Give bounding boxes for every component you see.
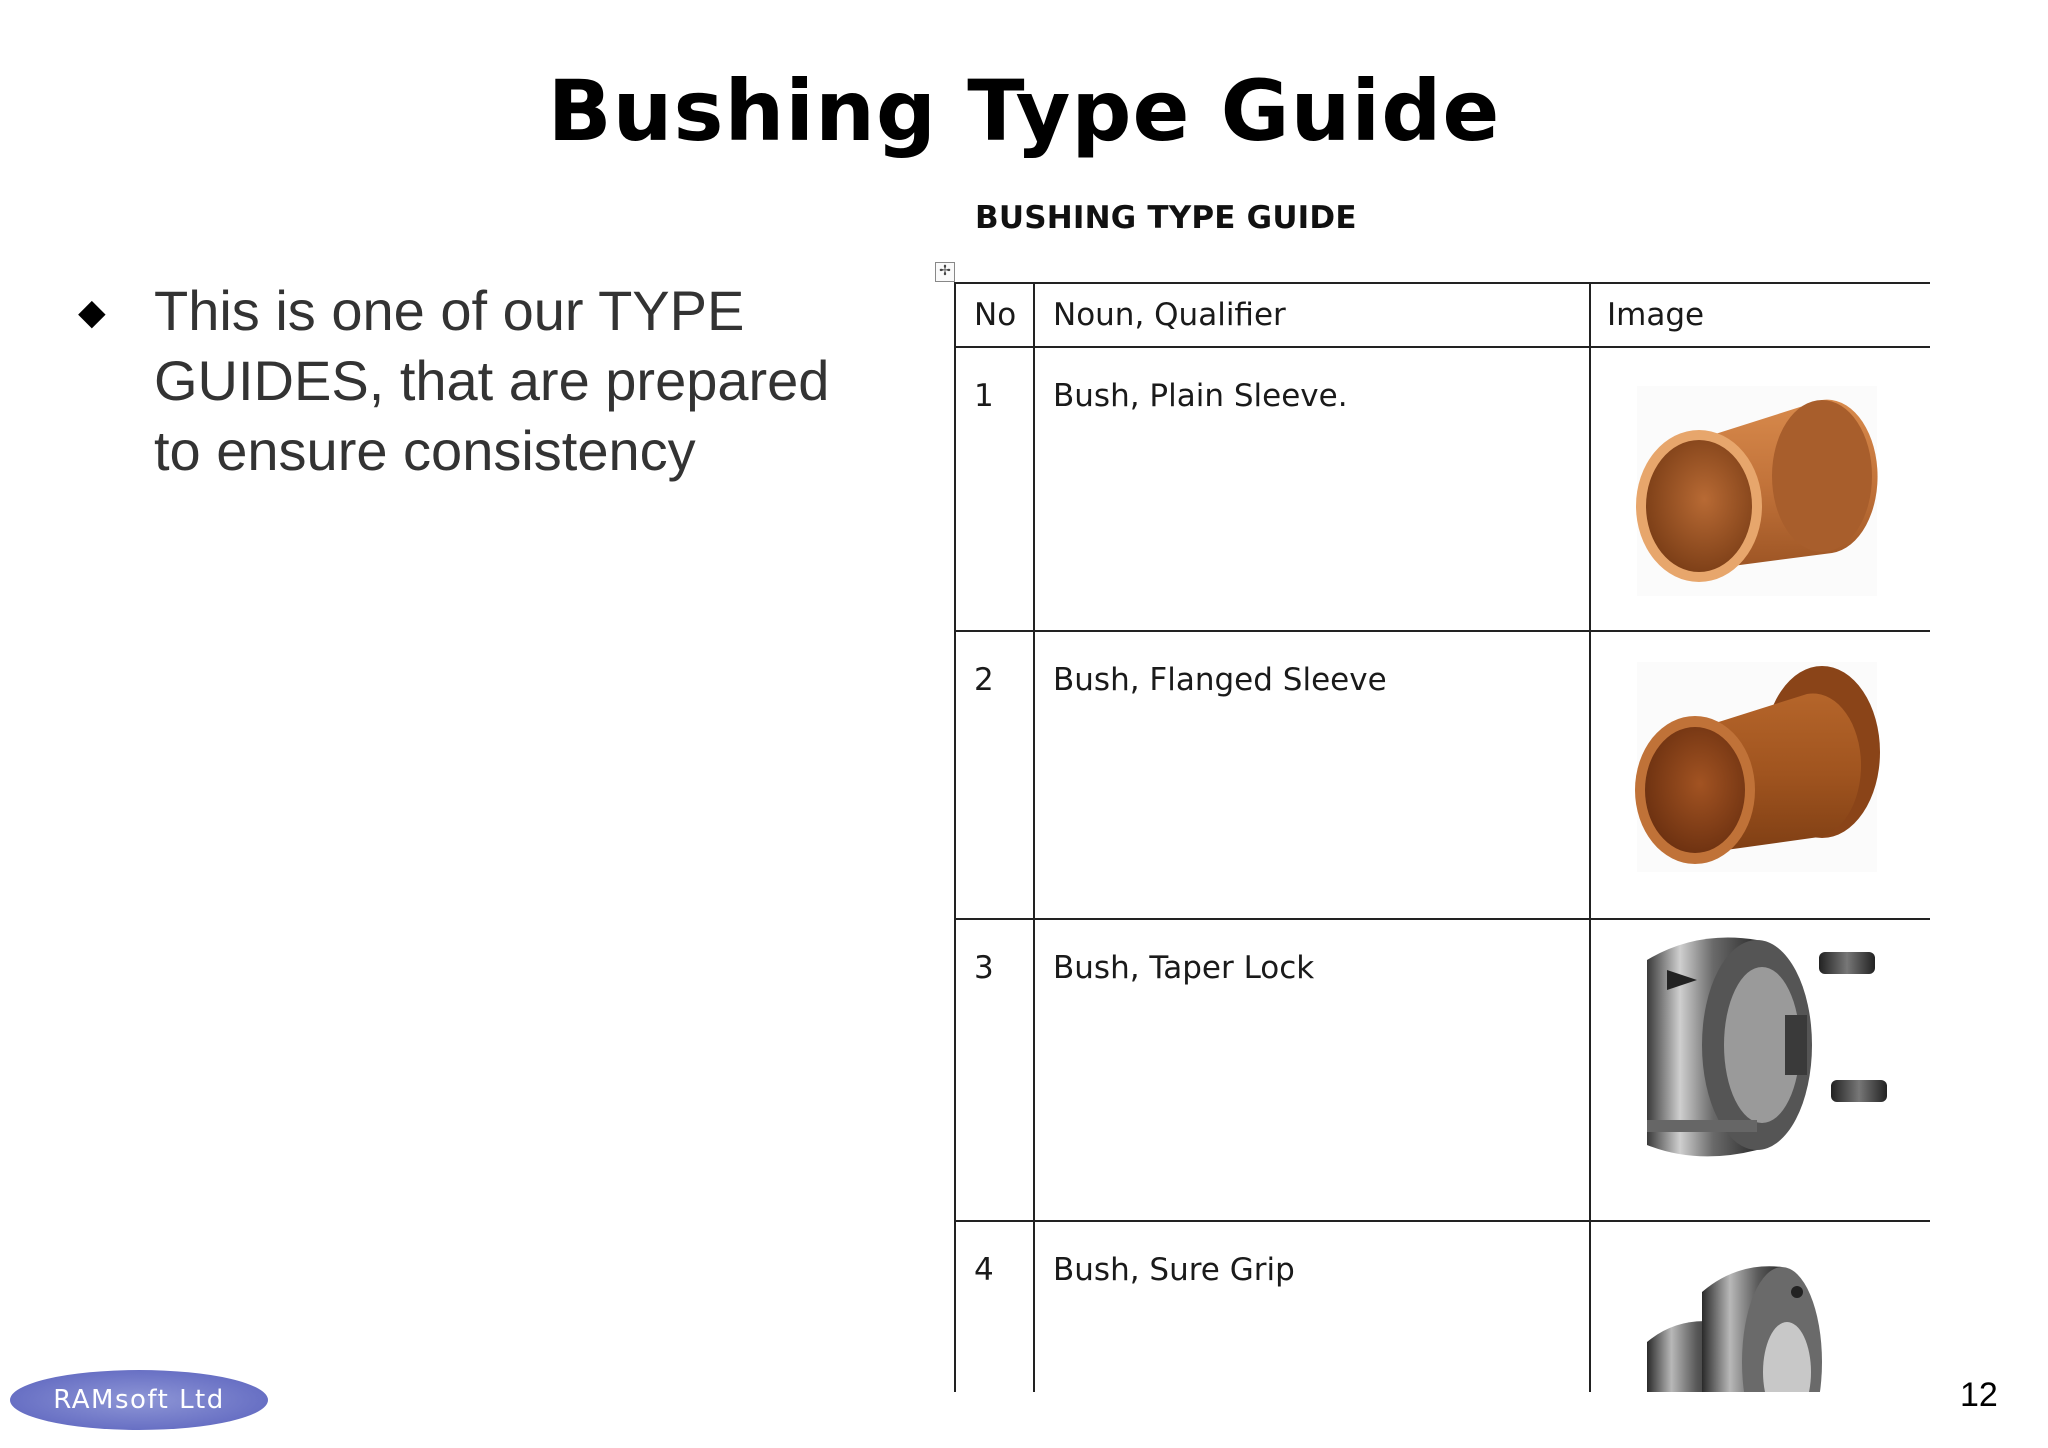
column-header-noun: Noun, Qualifier	[1034, 283, 1590, 347]
row-number: 4	[955, 1221, 1034, 1392]
row-noun-qualifier: Bush, Sure Grip	[1034, 1221, 1590, 1392]
table-row	[955, 347, 1930, 631]
bullet-point	[78, 276, 878, 486]
table-row	[955, 1221, 1930, 1392]
table-container	[954, 282, 1930, 1392]
row-number: 1	[955, 347, 1034, 631]
row-noun-qualifier: Bush, Plain Sleeve.	[1034, 347, 1590, 631]
document-heading: BUSHING TYPE GUIDE	[975, 200, 1357, 236]
sure-grip-bush-image	[1607, 1222, 1930, 1392]
row-image-cell	[1590, 347, 1930, 631]
column-header-no: No	[955, 283, 1034, 347]
logo-text: RAMsoft Ltd	[53, 1385, 225, 1415]
table-row	[955, 919, 1930, 1221]
bullet-text: This is one of our TYPE GUIDES, that are prepared to ensure consistency	[154, 279, 830, 482]
row-number: 3	[955, 919, 1034, 1221]
table-header-row	[955, 283, 1930, 347]
plain-sleeve-bush-image	[1607, 348, 1930, 630]
bushing-type-table	[954, 282, 1930, 1392]
table-move-handle-icon[interactable]: ✢	[935, 262, 955, 282]
row-noun-qualifier: Bush, Taper Lock	[1034, 919, 1590, 1221]
page-number: 12	[1960, 1376, 1998, 1414]
row-image-cell	[1590, 919, 1930, 1221]
taper-lock-bush-image	[1607, 920, 1930, 1220]
slide-title: Bushing Type Guide	[547, 62, 1501, 160]
row-number: 2	[955, 631, 1034, 919]
column-header-image: Image	[1590, 283, 1930, 347]
table-row	[955, 631, 1930, 919]
diamond-bullet-icon: ◆	[78, 291, 106, 332]
row-image-cell	[1590, 1221, 1930, 1392]
ramsoft-logo	[10, 1370, 268, 1430]
flanged-sleeve-bush-image	[1607, 632, 1930, 918]
row-image-cell	[1590, 631, 1930, 919]
row-noun-qualifier: Bush, Flanged Sleeve	[1034, 631, 1590, 919]
